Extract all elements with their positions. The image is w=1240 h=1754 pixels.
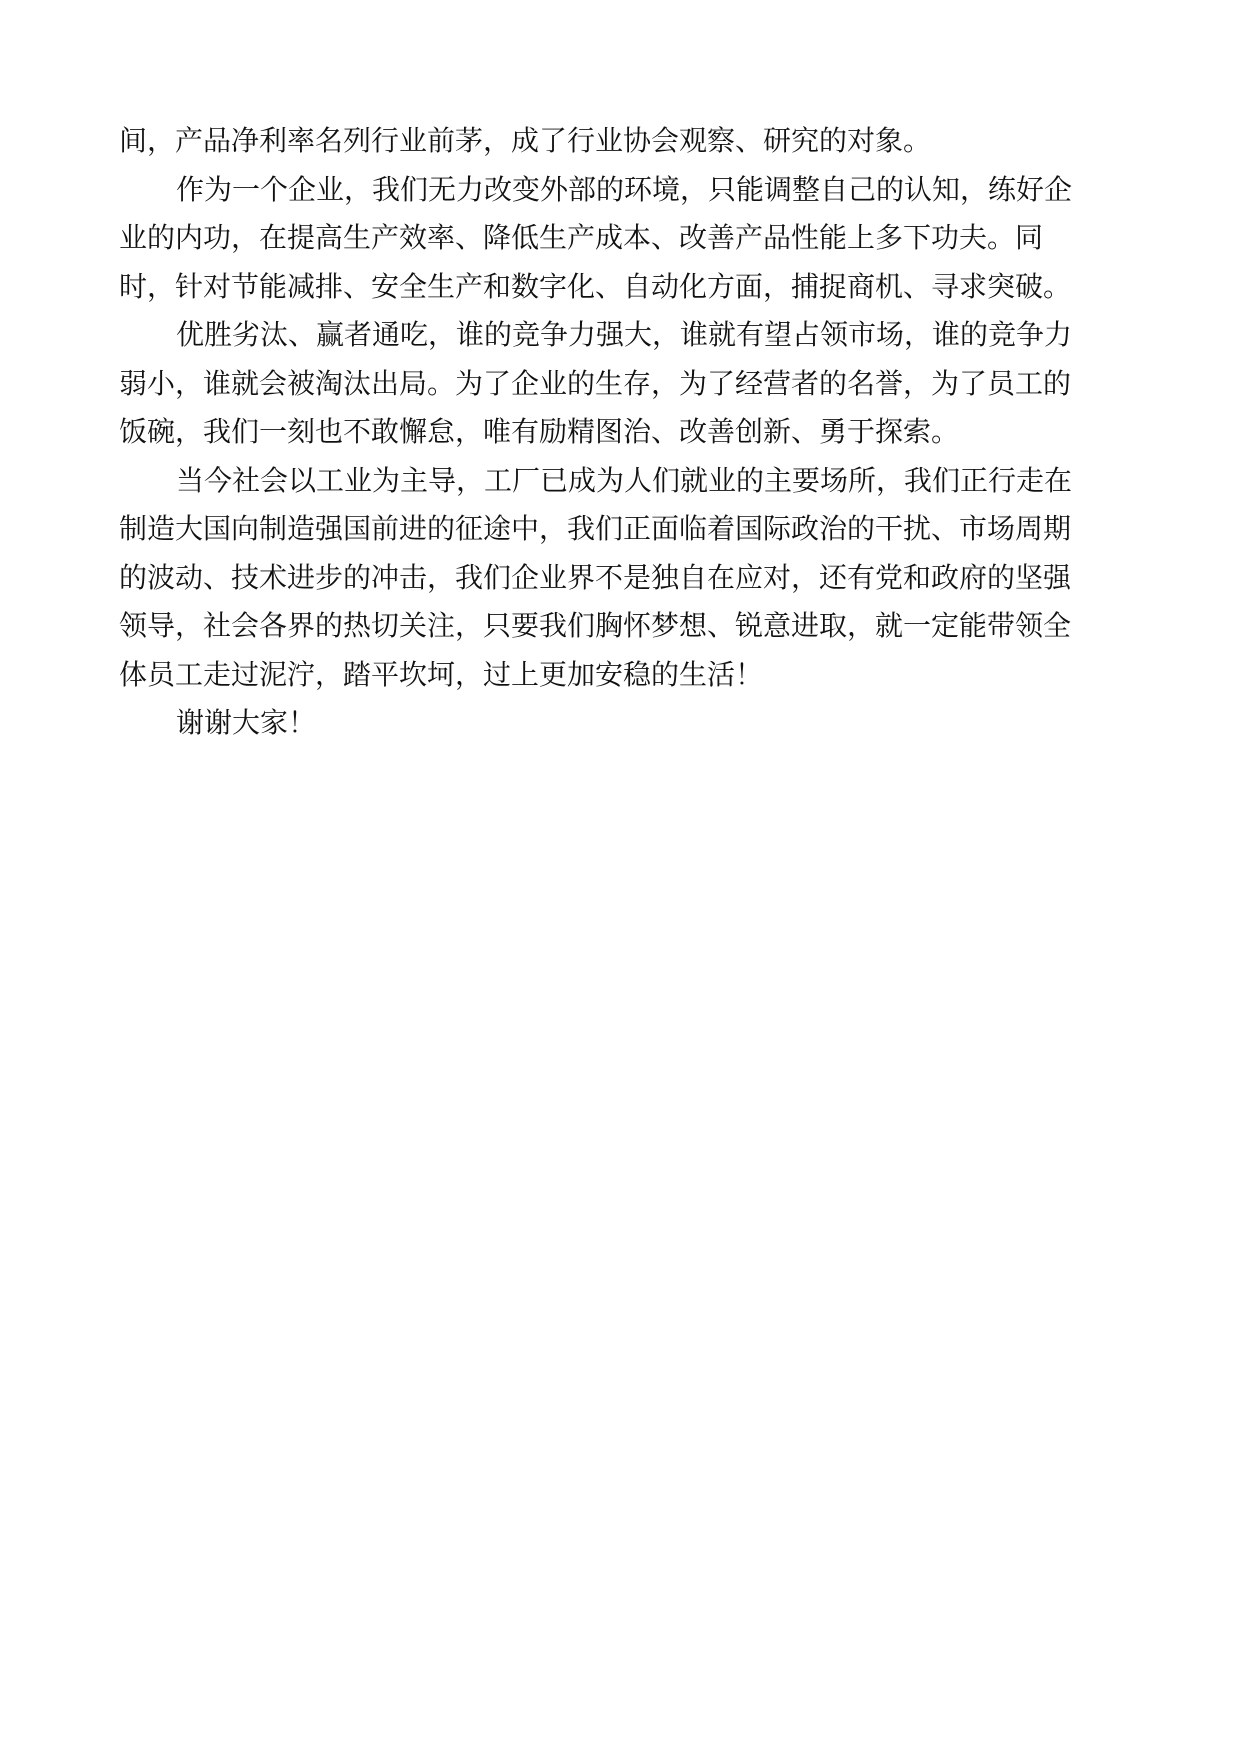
text-line: 饭碗，我们一刻也不敢懈怠，唯有励精图治、改善创新、勇于探索。 [119,415,960,448]
text-line: 的波动、技术进步的冲击，我们企业界不是独自在应对，还有党和政府的坚强 [119,560,1072,594]
text-line: 体员工走过泥泞，踏平坎坷，过上更加安稳的生活！ [119,657,764,691]
text-line: 弱小，谁就会被淘汰出局。为了企业的生存，为了经营者的名誉，为了员工的 [119,366,1072,400]
text-line: 谢谢大家！ [176,706,317,739]
text-line: 当今社会以工业为主导，工厂已成为人们就业的主要场所，我们正行走在 [176,463,1073,497]
text-line: 优胜劣汰、赢者通吃，谁的竞争力强大，谁就有望占领市场，谁的竞争力 [176,318,1073,351]
text-line: 作为一个企业，我们无力改变外部的环境，只能调整自己的认知，练好企 [176,172,1073,206]
document-body [119,117,1124,748]
text-line: 领导，社会各界的热切关注，只要我们胸怀梦想、锐意进取，就一定能带领全 [119,609,1072,642]
text-line: 制造大国向制造强国前进的征途中，我们正面临着国际政治的干扰、市场周期 [119,512,1072,545]
text-line: 间，产品净利率名列行业前茅，成了行业协会观察、研究的对象。 [119,124,932,157]
text-line: 时，针对节能减排、安全生产和数字化、自动化方面，捕捉商机、寻求突破。 [119,269,1072,303]
text-line: 业的内功，在提高生产效率、降低生产成本、改善产品性能上多下功夫。同 [119,221,1044,254]
